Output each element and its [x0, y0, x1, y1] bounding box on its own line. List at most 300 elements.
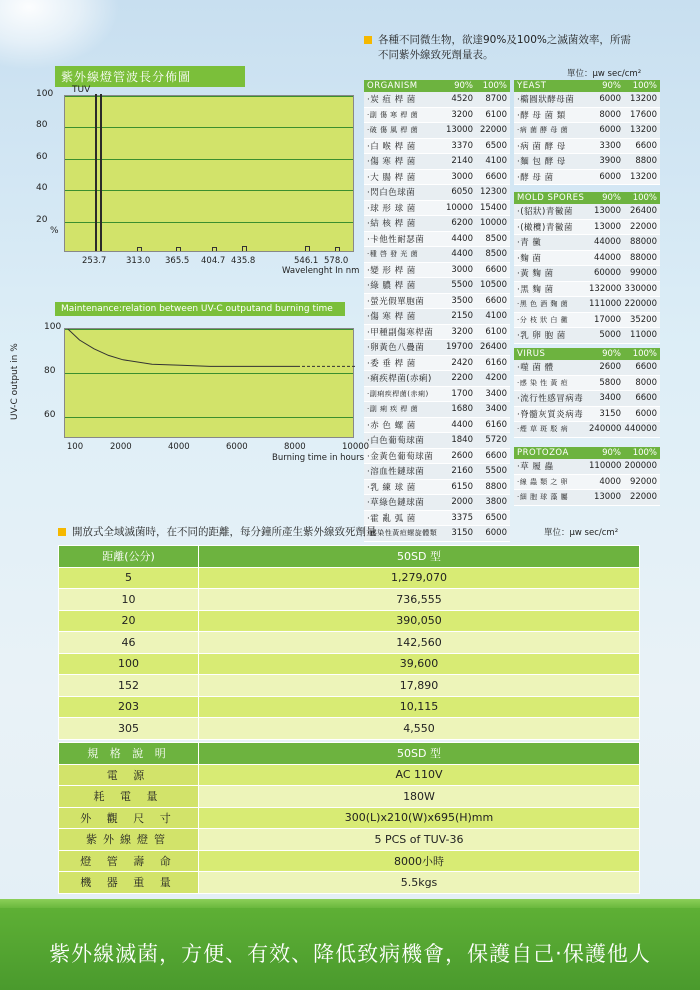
chart1-ylabel: % [50, 226, 59, 236]
table-row [364, 309, 510, 325]
cell-90: 13000 [445, 125, 473, 136]
cell-organism-name: ‧麵 包 酵 母 [517, 157, 566, 168]
cell-100: 10500 [479, 280, 507, 291]
table-row [514, 170, 660, 186]
cell-organism-name: ‧卡他性耐瑟菌 [367, 234, 425, 245]
chart1-xlabel: Wavelenght In nm [282, 266, 360, 276]
cell-organism-name: ‧黑 麴 菌 [517, 284, 554, 295]
distance-rows [59, 567, 640, 739]
distance-row [59, 653, 640, 675]
table-row [364, 495, 510, 511]
cell-100: 6500 [485, 512, 507, 523]
cell-90: 3400 [599, 393, 621, 404]
cell-90: 4400 [451, 249, 473, 260]
chart1-bar [212, 247, 217, 251]
protozoa-header-name: PROTOZOA [517, 448, 569, 458]
distance-row-label: 152 [59, 675, 199, 697]
chart1-gridline [65, 159, 353, 160]
distance-row [59, 696, 640, 718]
table-row [364, 154, 510, 170]
cell-100: 4100 [485, 311, 507, 322]
cell-100: 8500 [485, 249, 507, 260]
cell-100: 13200 [629, 125, 657, 136]
table-row [364, 216, 510, 232]
table-row [364, 387, 510, 403]
cell-90: 4520 [451, 94, 473, 105]
table-row [514, 92, 660, 108]
table-row [364, 294, 510, 310]
virus-table-header [514, 348, 660, 360]
cell-100: 22000 [629, 221, 657, 232]
cell-90: 2150 [451, 311, 473, 322]
protozoa-header-100: 100% [632, 448, 657, 458]
spec-row [59, 872, 640, 894]
cell-organism-name: ‧噬 菌 體 [517, 363, 554, 374]
cell-100: 12300 [479, 187, 507, 198]
cell-90: 132000 [589, 283, 622, 294]
distance-row-label: 20 [59, 610, 199, 632]
cell-90: 3000 [451, 264, 473, 275]
cell-organism-name: ‧變 形 桿 菌 [367, 265, 416, 276]
chart1-bar [335, 247, 340, 251]
cell-organism-name: ‧炭 疽 桿 菌 [367, 95, 416, 106]
chart1-xtick-label: 313.0 [126, 256, 151, 266]
chart1-xtick-label: 435.8 [231, 256, 256, 266]
spec-row-label: 外 觀 尺 寸 [59, 807, 199, 829]
chart1-xtick-label: 546.1 [294, 256, 319, 266]
distance-row-value: 39,600 [199, 653, 640, 675]
cell-90: 3150 [599, 408, 621, 419]
cell-100: 6600 [485, 450, 507, 461]
protozoa-table [514, 447, 660, 506]
cell-90: 2000 [451, 497, 473, 508]
chart1-title: 紫外線燈管波長分佈圖 [55, 66, 245, 87]
table-row [514, 407, 660, 423]
distance-row-label: 10 [59, 589, 199, 611]
spec-row-value: 180W [199, 786, 640, 808]
chart1-xtick-label: 253.7 [82, 256, 107, 266]
table-row [364, 278, 510, 294]
cell-organism-name: ‧副 傷 寒 桿 菌 [367, 110, 419, 119]
spec-table [58, 742, 640, 894]
table-row [364, 480, 510, 496]
distance-row [59, 718, 640, 740]
spec-row-value: AC 110V [199, 764, 640, 786]
cell-100: 6500 [485, 140, 507, 151]
cell-organism-name: ‧麴 菌 [517, 253, 542, 264]
table-row [514, 154, 660, 170]
cell-90: 13000 [593, 206, 621, 217]
cell-90: 1680 [451, 404, 473, 415]
table-row [514, 490, 660, 506]
distance-row-value: 142,560 [199, 632, 640, 654]
chart2-ytick-label: 60 [44, 410, 56, 420]
table-row [364, 464, 510, 480]
spec-header-model: 50SD 型 [199, 743, 640, 765]
organism-table [364, 80, 510, 542]
cell-organism-name: ‧螢光假單胞菌 [367, 296, 425, 307]
mold-table [514, 192, 660, 344]
table-row [364, 449, 510, 465]
cell-90: 111000 [589, 299, 622, 310]
cell-90: 4400 [451, 233, 473, 244]
spec-row-label: 耗 電 量 [59, 786, 199, 808]
cell-organism-name: ‧青 黴 [517, 238, 542, 249]
cell-90: 13000 [593, 221, 621, 232]
organism-table-header [364, 80, 510, 92]
cell-100: 8700 [485, 94, 507, 105]
cell-organism-name: ‧感染性黃疸螺旋體類 [367, 529, 438, 538]
cell-90: 60000 [593, 268, 621, 279]
cell-100: 6600 [485, 171, 507, 182]
cell-100: 5720 [485, 435, 507, 446]
table-row [364, 92, 510, 108]
spec-row-label: 電 源 [59, 764, 199, 786]
yeast-rows [514, 92, 660, 185]
cell-organism-name: ‧閃白色球菌 [367, 188, 416, 199]
mold-header-90: 90% [602, 193, 621, 203]
virus-table [514, 348, 660, 438]
chart1-tuv-label: TUV [72, 85, 91, 95]
footer-slogan: 紫外線滅菌，方便、有效、降低致病機會，保護自己‧保護他人 [49, 942, 651, 966]
cell-organism-name: ‧橢圓狀酵母菌 [517, 95, 575, 106]
chart2-svg [65, 329, 355, 439]
virus-header-90: 90% [602, 349, 621, 359]
yeast-header-90: 90% [602, 81, 621, 91]
distance-row-value: 4,550 [199, 718, 640, 740]
yeast-table [514, 80, 660, 185]
cell-100: 6100 [485, 109, 507, 120]
cell-90: 3200 [451, 109, 473, 120]
chart2-xtick-label: 2000 [110, 442, 132, 452]
cell-100: 6000 [635, 408, 657, 419]
distance-row [59, 589, 640, 611]
cell-organism-name: ‧病 菌 酵 母 [517, 141, 566, 152]
spec-row [59, 807, 640, 829]
cell-100: 3400 [485, 404, 507, 415]
cell-100: 8500 [485, 233, 507, 244]
virus-header-100: 100% [632, 349, 657, 359]
chart1-bar [176, 247, 181, 251]
chart1-xtick-label: 365.5 [165, 256, 190, 266]
table-row [514, 422, 660, 438]
table-row [514, 123, 660, 139]
spec-row-value: 300(L)x210(W)x695(H)mm [199, 807, 640, 829]
intro-block [364, 33, 631, 63]
cell-organism-name: ‧(橄欖)青黴菌 [517, 222, 573, 233]
cell-100: 8800 [485, 481, 507, 492]
distance-dose-table [58, 545, 640, 740]
table-row [364, 108, 510, 124]
cell-organism-name: ‧副 痢 疾 桿 菌 [367, 405, 419, 414]
distance-row [59, 567, 640, 589]
cell-100: 10000 [479, 218, 507, 229]
cell-organism-name: ‧脊髓灰質炎病毒 [517, 409, 584, 420]
cell-90: 10000 [445, 202, 473, 213]
chart2-xtick-label: 6000 [226, 442, 248, 452]
cell-100: 11000 [629, 330, 657, 341]
cell-organism-name: ‧黃 麴 菌 [517, 269, 554, 280]
chart1-plot [64, 95, 354, 252]
cell-100: 13200 [629, 94, 657, 105]
chart1-bar [100, 94, 102, 251]
table-row [514, 251, 660, 267]
table-row [364, 418, 510, 434]
cell-100: 3400 [485, 388, 507, 399]
table-row [364, 247, 510, 263]
table-row [364, 433, 510, 449]
table-row [364, 402, 510, 418]
distance-row-value: 736,555 [199, 589, 640, 611]
chart1-ytick-label: 40 [36, 183, 48, 194]
cell-90: 2420 [451, 357, 473, 368]
chart2-xtick-label: 10000 [342, 442, 370, 452]
virus-rows [514, 360, 660, 438]
cell-90: 6000 [599, 171, 621, 182]
chart1-ytick-label: 80 [36, 120, 48, 131]
table-row [364, 356, 510, 372]
cell-organism-name: ‧球 形 球 菌 [367, 203, 416, 214]
organism-header-100: 100% [482, 81, 507, 91]
yeast-table-header [514, 80, 660, 92]
cell-100: 200000 [624, 461, 657, 472]
cell-100: 6600 [635, 362, 657, 373]
cell-100: 6160 [485, 357, 507, 368]
spec-row [59, 764, 640, 786]
cell-100: 220000 [624, 299, 657, 310]
cell-100: 6600 [635, 393, 657, 404]
cell-90: 13000 [593, 492, 621, 503]
cell-100: 8000 [635, 377, 657, 388]
cell-90: 6150 [451, 481, 473, 492]
cell-organism-name: ‧分 枝 狀 白 黴 [517, 315, 569, 324]
table-row [364, 123, 510, 139]
spec-rows [59, 764, 640, 893]
cell-90: 5500 [451, 280, 473, 291]
cell-90: 2160 [451, 466, 473, 477]
cell-90: 4000 [599, 476, 621, 487]
mold-rows [514, 204, 660, 344]
cell-organism-name: ‧白 喉 桿 菌 [367, 141, 416, 152]
distance-row-label: 5 [59, 567, 199, 589]
yeast-header-100: 100% [632, 81, 657, 91]
cell-90: 1840 [451, 435, 473, 446]
distance-row-value: 17,890 [199, 675, 640, 697]
cell-100: 92000 [629, 476, 657, 487]
cell-organism-name: ‧委 垂 桿 菌 [367, 358, 416, 369]
table-row [364, 371, 510, 387]
table-row [514, 328, 660, 344]
cell-100: 5500 [485, 466, 507, 477]
table-row [364, 170, 510, 186]
cell-organism-name: ‧煙 草 斑 駁 病 [517, 425, 569, 434]
cell-100: 15400 [479, 202, 507, 213]
spec-row [59, 829, 640, 851]
cell-organism-name: ‧草綠色鏈球菌 [367, 498, 425, 509]
spec-row-value: 8000小時 [199, 850, 640, 872]
organism-header-90: 90% [454, 81, 473, 91]
chart1-xtick-label: 404.7 [201, 256, 226, 266]
table-row [364, 201, 510, 217]
chart1-gridline [65, 222, 353, 223]
cell-100: 6160 [485, 419, 507, 430]
cell-90: 5800 [599, 377, 621, 388]
distance-header-distance: 距離(公分) [59, 546, 199, 568]
cell-100: 22000 [479, 125, 507, 136]
chart2-plot [64, 328, 354, 438]
distance-header-model: 50SD 型 [199, 546, 640, 568]
spec-row-label: 機 器 重 量 [59, 872, 199, 894]
table-row [364, 139, 510, 155]
cell-90: 17000 [593, 314, 621, 325]
cell-organism-name: ‧(貂狀)青黴菌 [517, 207, 573, 218]
cell-100: 88000 [629, 237, 657, 248]
chart2-ytick-label: 80 [44, 366, 56, 376]
cell-90: 6200 [451, 218, 473, 229]
organism-header-name: ORGANISM [367, 81, 418, 91]
table-row [514, 108, 660, 124]
chart2-xtick-label: 8000 [284, 442, 306, 452]
cell-100: 22000 [629, 492, 657, 503]
cell-organism-name: ‧金黃色葡萄球菌 [367, 451, 434, 462]
cell-90: 6000 [599, 94, 621, 105]
cell-100: 99000 [629, 268, 657, 279]
cell-100: 330000 [624, 283, 657, 294]
cell-organism-name: ‧乳 練 球 菌 [367, 482, 416, 493]
distance-row-label: 305 [59, 718, 199, 740]
cell-organism-name: ‧乳 卵 胞 菌 [517, 331, 566, 342]
cell-90: 240000 [589, 424, 622, 435]
cell-90: 44000 [593, 252, 621, 263]
cell-organism-name: ‧細 胞 球 藻 屬 [517, 493, 569, 502]
distance-row [59, 632, 640, 654]
yeast-header-name: YEAST [517, 81, 547, 91]
cell-90: 2140 [451, 156, 473, 167]
cell-organism-name: ‧種 啓 發 光 菌 [367, 250, 419, 259]
distance-row-label: 46 [59, 632, 199, 654]
spec-row [59, 786, 640, 808]
table-row [364, 263, 510, 279]
cell-90: 2600 [599, 362, 621, 373]
cell-100: 4200 [485, 373, 507, 384]
distance-row-value: 1,279,070 [199, 567, 640, 589]
table-row [514, 376, 660, 392]
cell-100: 13200 [629, 171, 657, 182]
table-row [514, 204, 660, 220]
protozoa-table-header [514, 447, 660, 459]
cell-organism-name: ‧黑 色 酒 麴 菌 [517, 300, 569, 309]
distance-row-value: 390,050 [199, 610, 640, 632]
distance-unit: 單位：μw sec/cm² [544, 528, 619, 538]
cell-90: 4400 [451, 419, 473, 430]
cell-organism-name: ‧感 染 性 黃 疸 [517, 378, 569, 387]
cell-organism-name: ‧痢疾桿菌(赤痢) [367, 374, 432, 385]
cell-100: 26400 [629, 206, 657, 217]
cell-90: 2600 [451, 450, 473, 461]
cell-organism-name: ‧酵 母 菌 類 [517, 110, 566, 121]
table-row [364, 511, 510, 527]
chart1-bar [95, 94, 97, 251]
distance-heading-text: 開放式全域滅菌時，在不同的距離，每分鐘所產生紫外線致死劑量 [72, 526, 377, 538]
chart1-ytick-label: 60 [36, 151, 48, 162]
chart2-ytick-label: 100 [44, 322, 62, 332]
chart2-xtick-label: 100 [66, 442, 84, 452]
cell-organism-name: ‧大 腸 桿 菌 [367, 172, 416, 183]
cell-90: 6000 [599, 125, 621, 136]
distance-row-label: 203 [59, 696, 199, 718]
cell-organism-name: ‧甲種副傷寒桿菌 [367, 327, 434, 338]
cell-90: 3500 [451, 295, 473, 306]
distance-row [59, 610, 640, 632]
table-row [514, 313, 660, 329]
table-row [364, 185, 510, 201]
cell-90: 3370 [451, 140, 473, 151]
table-row [514, 459, 660, 475]
cell-100: 35200 [629, 314, 657, 325]
spec-row [59, 850, 640, 872]
cell-90: 3375 [451, 512, 473, 523]
footer-band [0, 908, 700, 990]
cell-90: 19700 [445, 342, 473, 353]
spec-row-value: 5 PCS of TUV-36 [199, 829, 640, 851]
cell-90: 3900 [599, 156, 621, 167]
cell-100: 3800 [485, 497, 507, 508]
chart2-line [68, 329, 297, 366]
table-row [514, 297, 660, 313]
distance-heading [58, 524, 377, 539]
table-row [364, 325, 510, 341]
cell-90: 5000 [599, 330, 621, 341]
cell-organism-name: ‧草 履 蟲 [517, 462, 554, 473]
spec-row-label: 紫外線燈管 [59, 829, 199, 851]
cell-90: 1700 [451, 388, 473, 399]
table-row [514, 282, 660, 298]
bullet-square-icon [58, 528, 66, 536]
chart1-bar [305, 246, 310, 251]
cell-organism-name: ‧綠 膿 桿 菌 [367, 281, 416, 292]
cell-100: 26400 [479, 342, 507, 353]
chart1-bar [242, 246, 247, 251]
chart1-gridline [65, 127, 353, 128]
cell-organism-name: ‧霍 亂 弧 菌 [367, 513, 416, 524]
cell-100: 6600 [485, 264, 507, 275]
cell-organism-name: ‧卵黃色八疊菌 [367, 343, 425, 354]
footer-stripe [0, 899, 700, 908]
distance-row-label: 100 [59, 653, 199, 675]
intro-unit: 單位：μw sec/cm² [567, 69, 642, 79]
cell-90: 3150 [451, 528, 473, 539]
table-row [364, 526, 510, 542]
chart1-ytick-label: 20 [36, 214, 48, 225]
cell-organism-name: ‧酵 母 菌 [517, 172, 554, 183]
cell-100: 4100 [485, 156, 507, 167]
cell-organism-name: ‧病 菌 酵 母 菌 [517, 126, 569, 135]
chart2-ylabel: UV-C output in % [10, 343, 20, 420]
intro-line1: 各種不同微生物，欲達90%及100%之滅菌效率，所需 [378, 34, 631, 46]
table-row [514, 220, 660, 236]
table-row [514, 235, 660, 251]
spec-header-label: 規 格 說 明 [59, 743, 199, 765]
distance-row-value: 10,115 [199, 696, 640, 718]
cell-100: 6100 [485, 326, 507, 337]
cell-organism-name: ‧結 核 桿 菌 [367, 219, 416, 230]
sun-glow [0, 0, 120, 70]
spec-row-label: 燈 管 壽 命 [59, 850, 199, 872]
cell-organism-name: ‧白色葡萄球菌 [367, 436, 425, 447]
table-row [364, 340, 510, 356]
cell-100: 6600 [635, 140, 657, 151]
virus-header-name: VIRUS [517, 349, 546, 359]
